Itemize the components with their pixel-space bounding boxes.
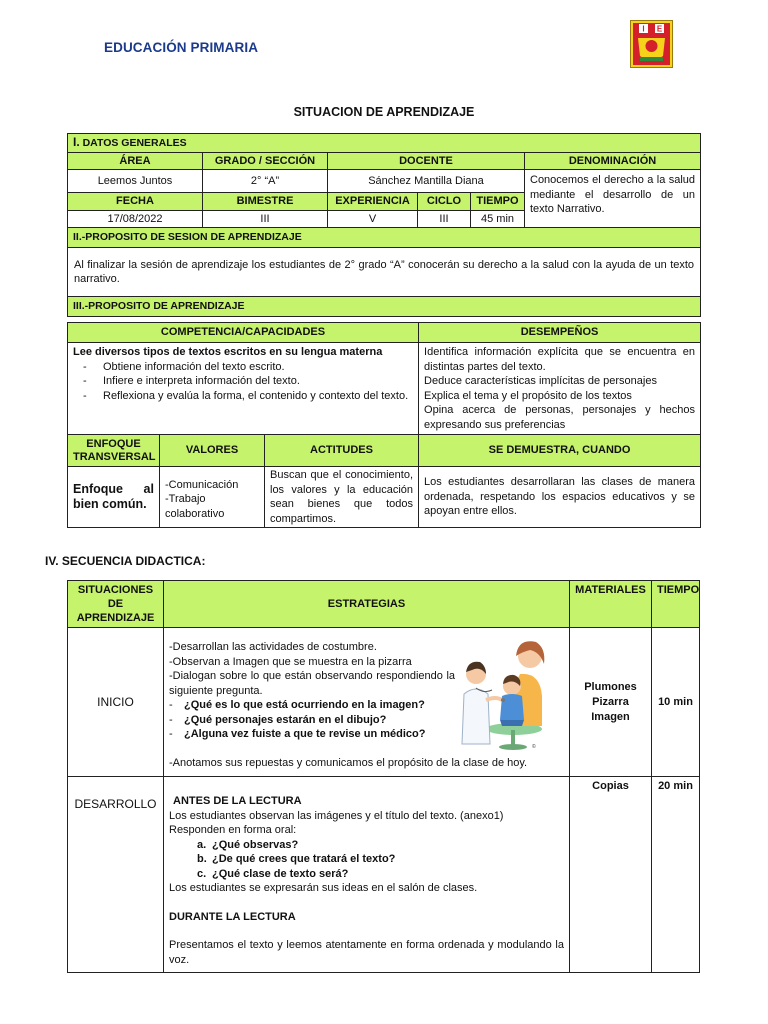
fecha-header: FECHA [68,193,203,211]
grado-value: 2° “A” [203,170,328,193]
tiempo-header: TIEMPO [471,193,525,211]
inicio-question: - ¿Alguna vez fuiste a que te revise un médico? [169,727,455,742]
proposito-sesion-heading: II.-PROPOSITO DE SESION DE APRENDIZAJE [68,228,701,248]
document-title: SITUACION DE APRENDIZAJE [293,105,475,119]
denominacion-value: Conocemos el derecho a la salud mediante el desarrollo de un texto Narrativo. [525,170,701,228]
durante-heading: DURANTE LA LECTURA [169,910,296,923]
question-text: ¿Qué clase de texto será? [212,867,349,880]
school-crest-logo [630,20,673,68]
expresaran-text: Los estudiantes se expresarán sus ideas en el salón de clases. [169,882,478,894]
docente-header: DOCENTE [328,152,525,170]
capacidad-item: - Infiere e interpreta información del texto. [73,374,413,389]
inicio-line: -Observan a Imagen que se muestra en la pizarra [169,655,412,668]
grado-header: GRADO / SECCIÓN [203,152,328,170]
logo-letter-right: E [656,24,663,34]
area-value: Leemos Juntos [68,170,203,193]
competencia-text: Lee diversos tipos de textos escritos en su lengua materna [73,346,383,358]
tiempo-value: 45 min [471,210,525,228]
enfoque-value: Enfoque al bien común. [68,467,160,528]
desempeno-item: Explica el tema y el propósito de los textos [424,389,632,402]
desarrollo-question [197,867,564,882]
experiencia-header: EXPERIENCIA [328,193,418,211]
desempeno-item: Identifica información explícita que se encuentra en distintas partes del texto. [424,346,696,373]
question-marker: c. [197,867,207,880]
desempeno-item: Deduce características implícitas de personajes [424,375,657,387]
question-marker: b. [197,853,207,865]
inicio-question: - ¿Qué es lo que está ocurriendo en la imagen? [169,698,455,713]
svg-text:©: © [532,744,536,750]
competencia-header: COMPETENCIA/CAPACIDADES [68,323,419,343]
valor-item: -Trabajo colaborativo [165,493,225,520]
material-item: Plumones [584,680,637,693]
tiempo-seq-header: TIEMPO [652,581,700,628]
valor-item: -Comunicación [165,478,239,491]
proposito-aprendizaje-heading: III.-PROPOSITO DE APRENDIZAJE [68,297,701,317]
docente-value: Sánchez Mantilla Diana [328,170,525,193]
capacidad-item: - Obtiene información del texto escrito. [73,360,413,375]
bimestre-value: III [203,210,328,228]
inicio-text-block [169,640,455,742]
datos-generales-roman: I. [73,135,80,149]
valores-header: VALORES [160,435,265,467]
desempenos-header: DESEMPEÑOS [419,323,701,343]
desarrollo-questions [169,838,564,882]
inicio-question: - ¿Qué personajes estarán en el dibujo? [169,713,455,728]
header-title: EDUCACIÓN PRIMARIA [104,40,259,55]
competencia-cell [68,343,419,435]
durante-text: Presentamos el texto y leemos atentamente en forma ordenada y modulando la voz. [169,939,564,966]
ciclo-header: CICLO [418,193,471,211]
enfoque-header: ENFOQUE TRANSVERSAL [68,435,160,467]
bimestre-header: BIMESTRE [203,193,328,211]
secuencia-heading: IV. SECUENCIA DIDACTICA: [45,554,206,568]
inicio-line: -Dialogan sobre lo que están observando respondiendo la siguiente pregunta. [169,670,455,697]
competencias-table [67,322,701,528]
secuencia-table [67,580,700,973]
inicio-questions [169,698,455,742]
general-data-table [67,133,701,317]
datos-generales-heading [68,134,701,153]
area-header: ÁREA [68,152,203,170]
desarrollo-label: DESARROLLO [68,777,164,973]
ciclo-value: III [418,210,471,228]
datos-generales-label: DATOS GENERALES [82,137,187,149]
inicio-label: INICIO [68,628,164,777]
desarrollo-question [197,852,564,867]
desarrollo-tiempo: 20 min [652,777,700,973]
actitudes-header: ACTITUDES [265,435,419,467]
situaciones-header: SITUACIONES DE APRENDIZAJE [68,581,164,628]
inicio-tiempo: 10 min [652,628,700,777]
fecha-value: 17/08/2022 [68,210,203,228]
question-text: ¿De qué crees que tratará el texto? [212,853,396,865]
capacidades-list [73,360,413,404]
question-marker: a. [197,838,207,851]
responden-text: Responden en forma oral: [169,824,297,836]
proposito-sesion-text: Al finalizar la sesión de aprendizaje los estudiantes de 2° grado “A” conocerán su derecho a la salud con la ayuda de un texto narrativo. [68,248,701,297]
actitudes-value: Buscan que el conocimiento, los valores y la educación sean bienes que todos compartimos. [265,467,419,528]
denominacion-header: DENOMINACIÓN [525,152,701,170]
antes-heading: ANTES DE LA LECTURA [173,795,302,807]
experiencia-value: V [328,210,418,228]
material-item: Imagen [591,710,630,723]
inicio-closing: -Anotamos sus repuestas y comunicamos el propósito de la clase de hoy. [169,756,528,769]
estrategias-header: ESTRATEGIAS [164,581,570,628]
doctor-examining-child-illustration [456,634,556,752]
desarrollo-materiales: Copias [570,777,652,973]
logo-letter-left: I [642,24,645,34]
desempenos-cell [419,343,701,435]
demuestra-value: Los estudiantes desarrollaran las clases de manera ordenada, respetando los espacios educativos y se apoyan entre ellos. [419,467,701,528]
inicio-materiales [570,628,652,777]
antes-text: Los estudiantes observan las imágenes y el título del texto. (anexo1) [169,809,504,822]
material-item: Pizarra [592,695,629,708]
inicio-line: -Desarrollan las actividades de costumbre. [169,641,377,653]
valores-cell [160,467,265,528]
desarrollo-question [197,838,564,853]
desarrollo-strategies [164,777,570,973]
desempeno-item: Opina acerca de personas, personajes y hechos expresando sus preferencias [424,404,696,431]
question-text: ¿Qué observas? [212,838,299,851]
materiales-header: MATERIALES [570,581,652,628]
demuestra-header: SE DEMUESTRA, CUANDO [419,435,701,467]
capacidad-item: - Reflexiona y evalúa la forma, el contenido y contexto del texto. [73,389,413,404]
